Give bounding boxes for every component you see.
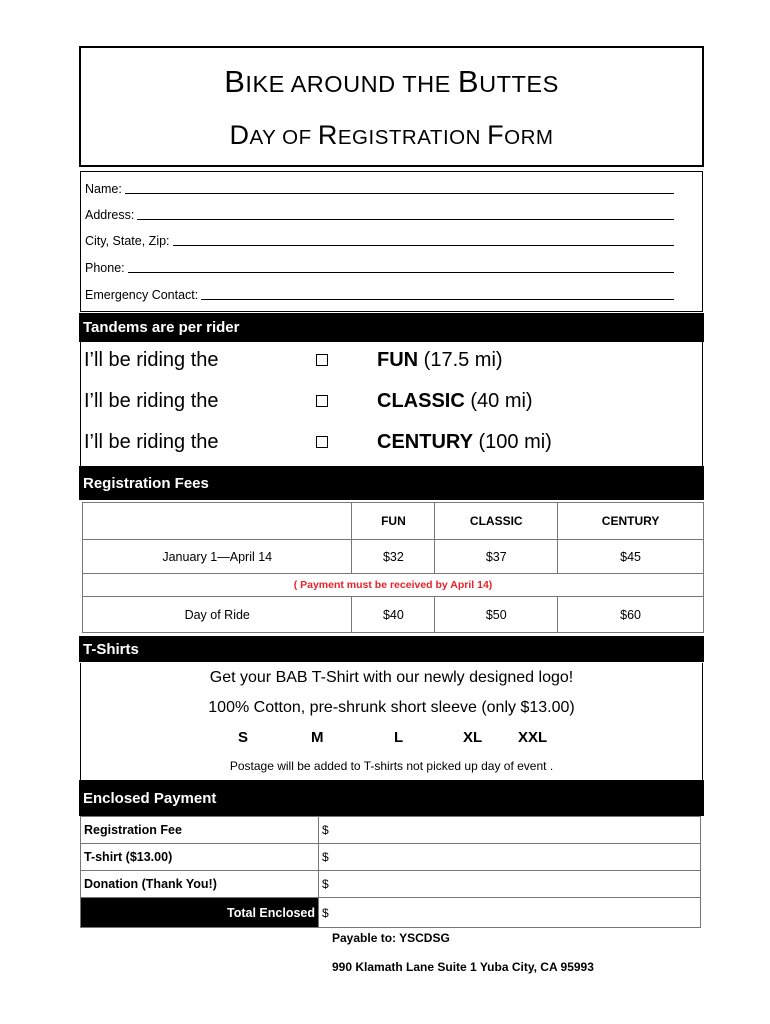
size-xl[interactable]: XL: [463, 729, 483, 746]
payment-row: T-shirt ($13.00) $: [81, 844, 701, 871]
tshirt-amount[interactable]: $: [319, 844, 701, 871]
section-header-tandems: Tandems are per rider: [79, 313, 704, 342]
mailing-address: 990 Klamath Lane Suite 1 Yuba City, CA 95993: [332, 960, 594, 974]
fees-day-of-ride-row: Day of Ride $40 $50 $60: [83, 597, 704, 633]
size-s[interactable]: S: [238, 729, 249, 746]
name-field[interactable]: Name:: [85, 178, 674, 196]
phone-field[interactable]: Phone:: [85, 257, 674, 275]
century-checkbox[interactable]: [316, 436, 328, 448]
route-row-century: I’ll be riding the CENTURY (100 mi): [84, 431, 552, 453]
classic-checkbox[interactable]: [316, 395, 328, 407]
fun-checkbox[interactable]: [316, 354, 328, 366]
city-state-zip-field[interactable]: City, State, Zip:: [85, 230, 674, 248]
tshirt-box: [80, 663, 703, 780]
emergency-contact-field[interactable]: Emergency Contact:: [85, 284, 674, 302]
section-header-tshirts: T-Shirts: [79, 636, 704, 662]
size-xxl[interactable]: XXL: [518, 729, 548, 746]
registration-fee-amount[interactable]: $: [319, 817, 701, 844]
size-m[interactable]: M: [311, 729, 324, 746]
fees-header-row: FUN CLASSIC CENTURY: [83, 503, 704, 540]
form-title-box: [79, 46, 704, 167]
fees-note-row: [83, 574, 704, 597]
tshirt-sizes: [81, 729, 702, 749]
total-enclosed-amount[interactable]: $: [319, 898, 701, 928]
form-subtitle: DAY OF REGISTRATION FORM: [229, 120, 554, 150]
payment-row: Registration Fee $: [81, 817, 701, 844]
tshirt-description: 100% Cotton, pre-shrunk short sleeve (only $13.00): [208, 699, 575, 716]
donation-amount[interactable]: $: [319, 871, 701, 898]
section-header-fees: Registration Fees: [79, 466, 704, 500]
size-l[interactable]: L: [394, 729, 404, 746]
address-field[interactable]: Address:: [85, 204, 674, 222]
payment-table: [80, 816, 701, 928]
payable-to: Payable to: YSCDSG: [332, 931, 450, 945]
tshirt-promo: Get your BAB T-Shirt with our newly designed logo!: [209, 669, 574, 686]
payment-deadline-note: ( Payment must be received by April 14): [83, 574, 704, 597]
fees-table: [82, 502, 704, 633]
personal-info-box: [80, 171, 703, 312]
fees-early-row: January 1—April 14 $32 $37 $45: [83, 540, 704, 574]
payment-row: Donation (Thank You!) $: [81, 871, 701, 898]
route-row-classic: I’ll be riding the CLASSIC (40 mi): [84, 390, 533, 412]
route-selection-box: [80, 342, 703, 466]
tshirt-postage-note: Postage will be added to T-shirts not picked up day of event .: [229, 759, 554, 773]
route-row-fun: I’ll be riding the FUN (17.5 mi): [84, 349, 503, 371]
section-header-payment: Enclosed Payment: [79, 780, 704, 816]
form-title: BIKE AROUND THE BUTTES: [224, 64, 559, 99]
payment-total-row: Total Enclosed $: [81, 898, 701, 928]
